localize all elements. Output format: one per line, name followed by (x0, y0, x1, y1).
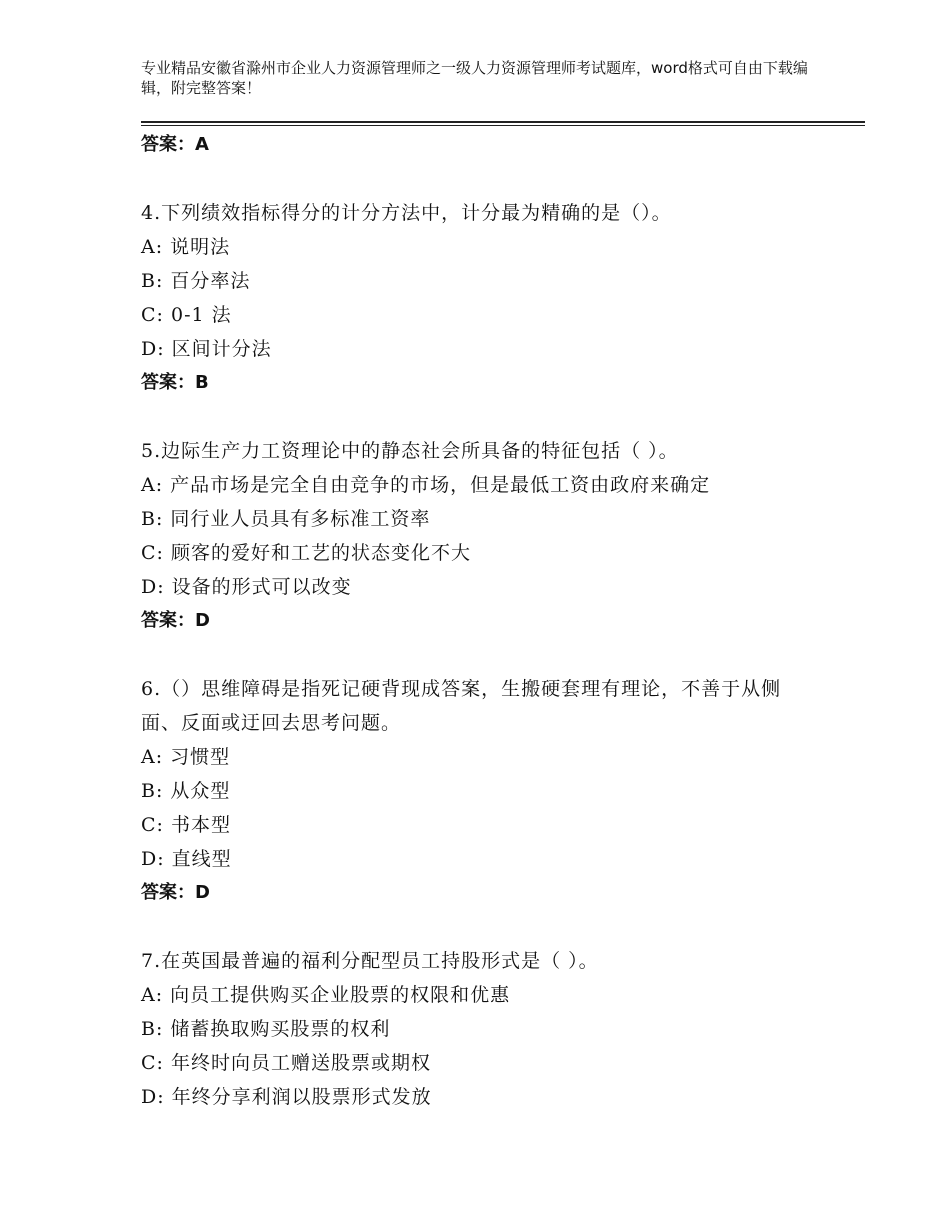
answer: 答案：D (141, 882, 210, 903)
option-a: A: 说明法 (141, 236, 231, 258)
option-b: B: 储蓄换取购买股票的权利 (141, 1018, 391, 1040)
question-stem: 4.下列绩效指标得分的计分方法中，计分最为精确的是（）。 (141, 202, 672, 224)
question-stem: 6.（）思维障碍是指死记硬背现成答案，生搬硬套理有理论，不善于从侧面、反面或迂回去思考问题。 (141, 678, 782, 734)
header-rule-thin (141, 125, 865, 126)
document-header: 专业精品安徽省滁州市企业人力资源管理师之一级人力资源管理师考试题库，word格式可自由下载编辑，附完整答案！ (141, 59, 808, 97)
option-d: D: 年终分享利润以股票形式发放 (141, 1086, 432, 1108)
answer: 答案：B (141, 372, 209, 393)
header-rule-thick (141, 121, 865, 123)
option-c: C: 顾客的爱好和工艺的状态变化不大 (141, 542, 471, 564)
option-b: B: 同行业人员具有多标准工资率 (141, 508, 431, 530)
option-d: D: 直线型 (141, 848, 232, 870)
question-6 (141, 672, 821, 910)
question-stem: 5.边际生产力工资理论中的静态社会所具备的特征包括（ ）。 (141, 440, 679, 462)
option-d: D: 设备的形式可以改变 (141, 576, 352, 598)
option-a: A: 向员工提供购买企业股票的权限和优惠 (141, 984, 511, 1006)
option-c: C: 年终时向员工赠送股票或期权 (141, 1052, 431, 1074)
option-d: D: 区间计分法 (141, 338, 272, 360)
option-b: B: 百分率法 (141, 270, 251, 292)
option-c: C: 0-1 法 (141, 304, 232, 326)
answer-prev: 答案：A (141, 134, 209, 155)
question-stem: 7.在英国最普遍的福利分配型员工持股形式是（ ）。 (141, 950, 599, 972)
option-b: B: 从众型 (141, 780, 231, 802)
question-7 (141, 944, 821, 1114)
answer: 答案：D (141, 610, 210, 631)
question-5 (141, 434, 821, 638)
option-c: C: 书本型 (141, 814, 231, 836)
question-4 (141, 196, 821, 400)
question-list (141, 128, 821, 1114)
option-a: A: 产品市场是完全自由竞争的市场，但是最低工资由政府来确定 (141, 474, 711, 496)
option-a: A: 习惯型 (141, 746, 231, 768)
